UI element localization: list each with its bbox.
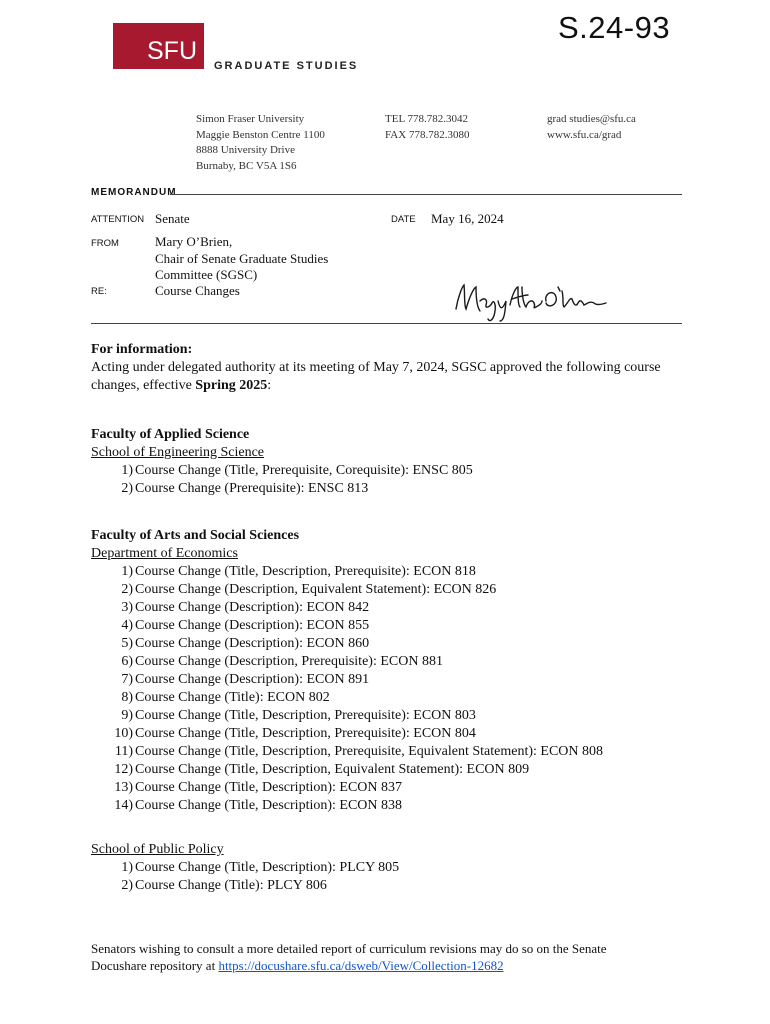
item-number: 11)	[114, 744, 133, 759]
item-number: 2)	[121, 582, 133, 597]
item-text: Course Change (Title, Description, Equivalent Statement): ECON 809	[135, 762, 530, 777]
footer-line	[91, 957, 691, 974]
section-applied-science	[91, 426, 691, 498]
address-line: Simon Fraser University	[196, 113, 305, 125]
item-text: Course Change (Description): ECON 855	[135, 618, 370, 633]
item-number: 14)	[114, 798, 133, 813]
list-item	[91, 671, 691, 689]
intro-text: Acting under delegated authority at its meeting of May 7, 2024, SGSC approved the following course changes, effective	[91, 360, 661, 393]
item-number: 1)	[121, 463, 133, 478]
intro-punctuation: :	[267, 378, 272, 393]
list-item	[91, 761, 691, 779]
department-heading: Department of Economics	[91, 546, 238, 561]
item-text: Course Change (Description, Prerequisite): ECON 881	[135, 654, 443, 669]
item-number: 12)	[114, 762, 133, 777]
attention-value: Senate	[155, 211, 190, 226]
list-item	[91, 779, 691, 797]
date-label: DATE	[391, 214, 416, 225]
list-item	[91, 599, 691, 617]
list-item	[91, 480, 691, 498]
effective-term: Spring 2025	[195, 378, 268, 393]
item-number: 6)	[121, 654, 133, 669]
intro-heading: For information:	[91, 342, 193, 357]
list-item	[91, 877, 691, 895]
item-text: Course Change (Title): PLCY 806	[135, 878, 327, 893]
list-item	[91, 462, 691, 480]
sfu-logo-text: SFU	[147, 37, 197, 65]
list-item	[91, 581, 691, 599]
item-number: 5)	[121, 636, 133, 651]
item-text: Course Change (Title, Description, Prerequisite): ECON 803	[135, 708, 476, 723]
fax-line: FAX 778.782.3080	[385, 128, 470, 141]
item-number: 10)	[114, 726, 133, 741]
website-line: www.sfu.ca/grad	[547, 128, 622, 141]
item-number: 4)	[121, 618, 133, 633]
list-item	[91, 725, 691, 743]
re-label: RE:	[91, 286, 107, 297]
document-number: S.24-93	[558, 10, 671, 45]
item-number: 13)	[114, 780, 133, 795]
faculty-heading: Faculty of Arts and Social Sciences	[91, 528, 300, 543]
footer-text: Docushare repository at	[91, 958, 219, 973]
faculty-heading: Faculty of Applied Science	[91, 427, 250, 442]
from-label: FROM	[91, 238, 119, 249]
section-arts-social-sciences	[91, 527, 691, 815]
from-line: Chair of Senate Graduate Studies	[155, 250, 329, 266]
item-number: 2)	[121, 481, 133, 496]
sfu-logo	[113, 23, 204, 69]
from-line: Committee (SGSC)	[155, 267, 258, 282]
item-text: Course Change (Description): ECON 842	[135, 600, 370, 615]
item-text: Course Change (Description): ECON 860	[135, 636, 370, 651]
item-number: 7)	[121, 672, 133, 687]
list-item	[91, 635, 691, 653]
from-line: Mary O’Brien,	[155, 234, 233, 249]
item-number: 9)	[121, 708, 133, 723]
list-item	[91, 797, 691, 815]
email-line: grad studies@sfu.ca	[547, 113, 636, 125]
list-item	[91, 859, 691, 877]
item-number: 1)	[121, 564, 133, 579]
item-text: Course Change (Title, Prerequisite, Corequisite): ENSC 805	[135, 463, 473, 478]
list-item	[91, 707, 691, 725]
intro-paragraph	[91, 359, 691, 395]
item-number: 8)	[121, 690, 133, 705]
address-line: 8888 University Drive	[196, 144, 295, 156]
divider	[91, 323, 682, 324]
graduate-studies-label: GRADUATE STUDIES	[214, 60, 359, 72]
re-value: Course Changes	[155, 283, 240, 298]
footer-line: Senators wishing to consult a more detailed report of curriculum revisions may do so on the Senate	[91, 941, 607, 956]
item-text: Course Change (Title, Description, Prerequisite): ECON 804	[135, 726, 476, 741]
divider	[170, 194, 682, 195]
list-item	[91, 617, 691, 635]
signature	[450, 275, 610, 325]
phone-line: TEL 778.782.3042	[385, 113, 468, 125]
item-text: Course Change (Title): ECON 802	[135, 690, 330, 705]
item-number: 3)	[121, 600, 133, 615]
list-item	[91, 689, 691, 707]
item-number: 2)	[121, 878, 133, 893]
date-value: May 16, 2024	[431, 211, 504, 226]
docushare-link[interactable]: https://docushare.sfu.ca/dsweb/View/Collection-12682	[218, 958, 504, 973]
item-text: Course Change (Title, Description): PLCY 805	[135, 860, 400, 875]
footer-note	[91, 940, 691, 974]
item-text: Course Change (Title, Description): ECON 837	[135, 780, 403, 795]
list-item	[91, 743, 691, 761]
phone-block	[385, 112, 469, 143]
item-text: Course Change (Title, Description): ECON 838	[135, 798, 403, 813]
from-value	[155, 234, 328, 284]
list-item	[91, 653, 691, 671]
item-number: 1)	[121, 860, 133, 875]
address-line: Burnaby, BC V5A 1S6	[196, 159, 297, 172]
section-public-policy	[91, 841, 691, 895]
list-item	[91, 563, 691, 581]
item-text: Course Change (Title, Description, Prerequisite, Equivalent Statement): ECON 808	[135, 744, 604, 759]
item-text: Course Change (Description): ECON 891	[135, 672, 370, 687]
address-line: Maggie Benston Centre 1100	[196, 128, 325, 141]
department-heading: School of Engineering Science	[91, 445, 265, 460]
memorandum-heading: MEMORANDUM	[91, 187, 177, 198]
item-text: Course Change (Title, Description, Prerequisite): ECON 818	[135, 564, 476, 579]
address-block	[196, 112, 325, 174]
department-heading: School of Public Policy	[91, 842, 224, 857]
item-text: Course Change (Prerequisite): ENSC 813	[135, 481, 369, 496]
item-text: Course Change (Description, Equivalent Statement): ECON 826	[135, 582, 497, 597]
contact-block	[547, 112, 636, 143]
intro-section	[91, 341, 691, 395]
attention-label: ATTENTION	[91, 214, 145, 225]
